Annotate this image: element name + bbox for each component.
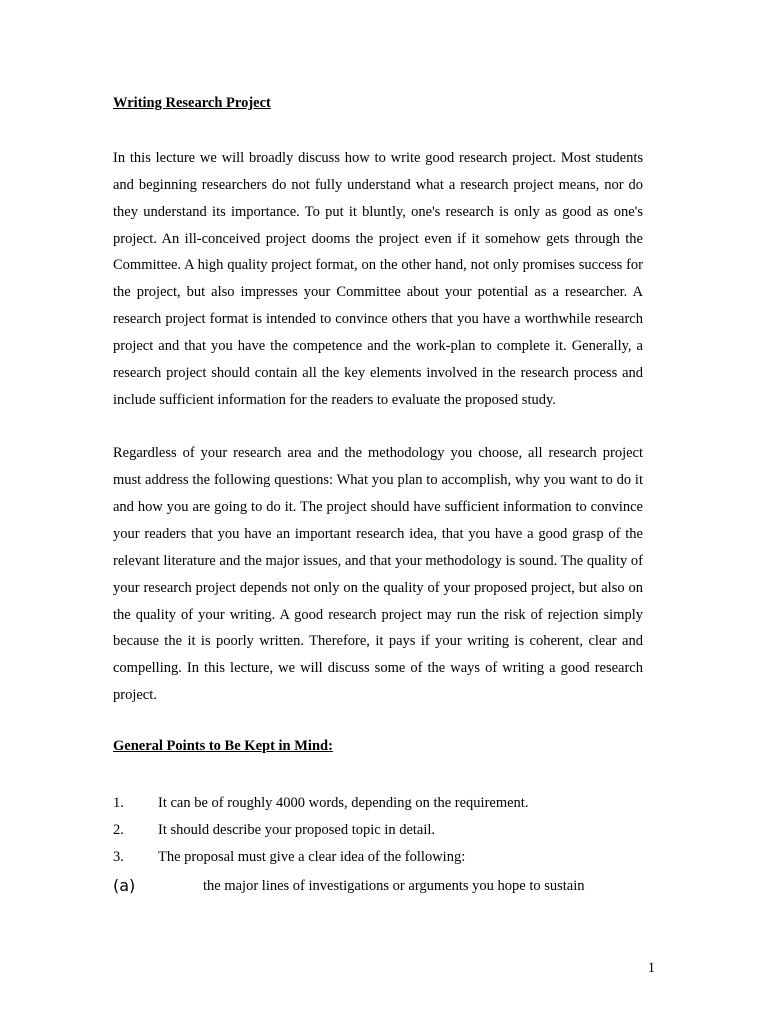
page-title: Writing Research Project: [113, 95, 271, 111]
sub-list-item-letter: (a): [113, 875, 136, 895]
list-item: [113, 844, 643, 871]
sub-list-item: [113, 871, 643, 901]
list-item-number: 3.: [113, 848, 124, 865]
requirements-paragraph: Regardless of your research area and the methodology you choose, all research project must address the following questions: What you plan to accomplish, why you want to do it and how you are going to do it. The project should have sufficient information to convince your readers that you have an important research idea, that you have a good grasp of the relevant literature and the major issues, and that your methodology is sound. The quality of your research project depends not only on the quality of your proposed project, but also on the quality of your writing. A good research project may run the risk of rejection simply because the it is poorly written. Therefore, it pays if your writing is coherent, clear and compelling. In this lecture, we will discuss some of the ways of writing a good research project.: [113, 445, 643, 704]
page-number: 1: [647, 960, 655, 976]
list-item-text: The proposal must give a clear idea of the following:: [158, 848, 466, 865]
section-heading: General Points to Be Kept in Mind:: [113, 737, 333, 754]
page-content: [113, 92, 643, 901]
list-item-number: 2.: [113, 821, 124, 838]
list-item: [113, 817, 643, 844]
sub-list-item-text: the major lines of investigations or arguments you hope to sustain: [203, 877, 585, 894]
numbered-list: [113, 790, 643, 901]
list-item: [113, 790, 643, 817]
intro-paragraph: In this lecture we will broadly discuss how to write good research project. Most students and beginning researchers do not fully understand what a research project means, nor do they understand its importance. To put it bluntly, one's research is only as good as one's project. An ill-conceived project dooms the project even if it somehow gets through the Committee. A high quality project format, on the other hand, not only promises success for the project, but also impresses your Committee about your potential as a researcher. A research project format is intended to convince others that you have a worthwhile research project and that you have the competence and the work-plan to complete it. Generally, a research project should contain all the key elements involved in the research process and include sufficient information for the readers to evaluate the proposed study.: [113, 150, 643, 408]
list-item-text: It can be of roughly 4000 words, depending on the requirement.: [158, 794, 529, 811]
list-item-number: 1.: [113, 794, 124, 811]
list-item-text: It should describe your proposed topic in detail.: [158, 821, 436, 838]
